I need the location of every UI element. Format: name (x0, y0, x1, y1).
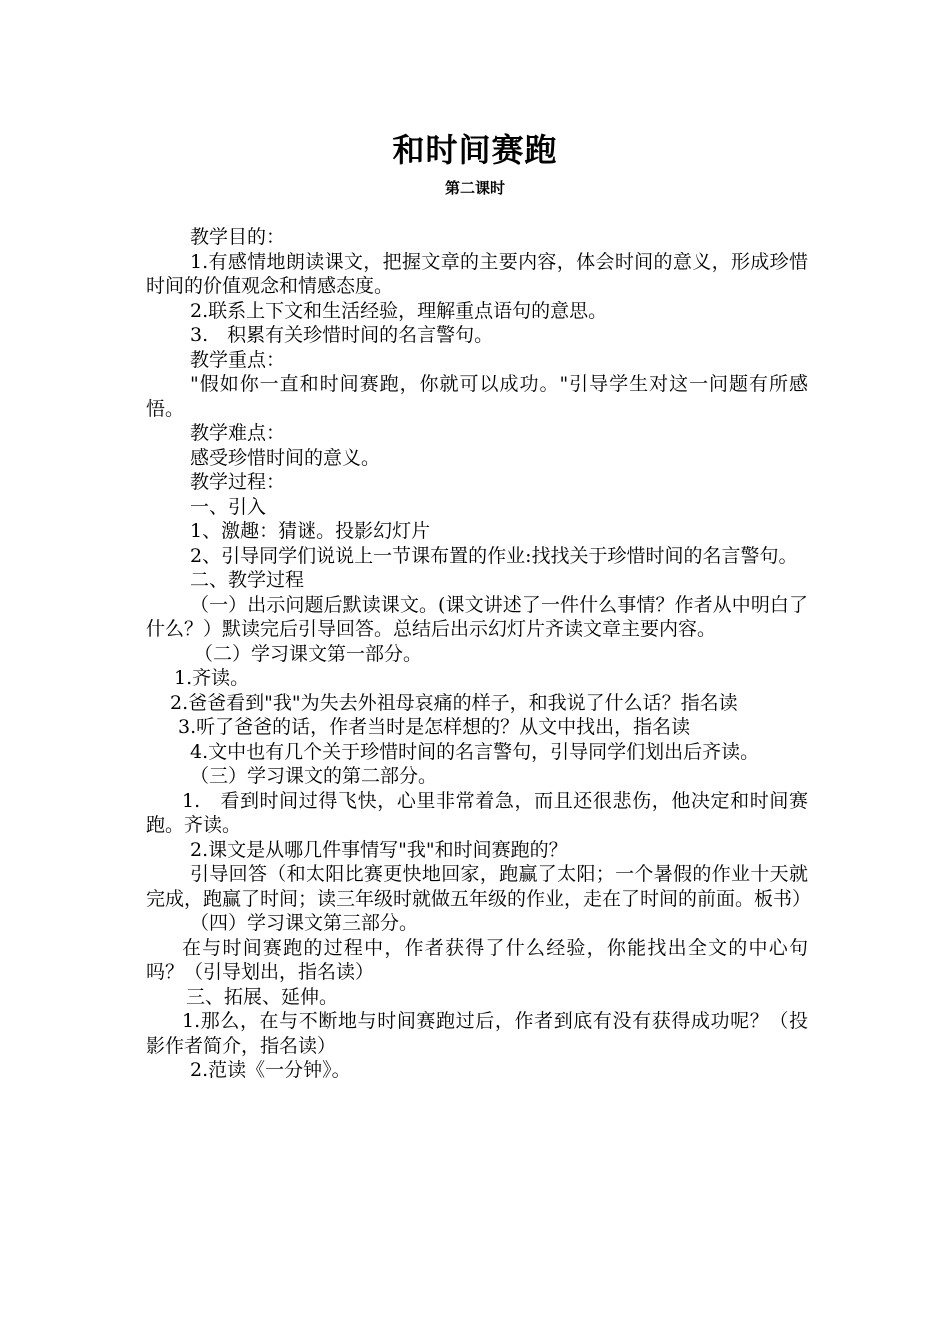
paragraph-part-2-heading: （二）学习课文第一部分。 (194, 642, 423, 665)
paragraph-objective-2: 2.联系上下文和生活经验，理解重点语句的意思。 (190, 299, 608, 322)
paragraph-difficulty: 感受珍惜时间的意义。 (190, 446, 381, 469)
paragraph-intro-1: 1、激趣：猜谜。投影幻灯片 (190, 520, 431, 542)
paragraph-part-2-item-1: 1.齐读。 (174, 667, 250, 689)
paragraph-objective-3: 3. 积累有关珍惜时间的名言警句。 (190, 324, 494, 346)
paragraph-difficulty-heading: 教学难点： (190, 422, 286, 444)
paragraph-section-intro: 一、引入 (190, 495, 267, 518)
document-subtitle: 第二课时 (444, 179, 505, 197)
paragraph-section-extension: 三、拓展、延伸。 (186, 985, 339, 1008)
paragraph-key-points: "假如你一直和时间赛跑，你就可以成功。"引导学生对这一问题有所感悟。 (146, 373, 808, 420)
paragraph-objectives-heading: 教学目的： (190, 226, 286, 248)
paragraph-process-heading: 教学过程： (190, 471, 286, 493)
paragraph-part-1: （一）出示问题后默读课文。(课文讲述了一件什么事情？作者从中明白了什么？）默读完后引导回答。总结后出示幻灯片齐读文章主要内容。 (146, 593, 808, 640)
paragraph-part-3-item-1: 1. 看到时间过得飞快，心里非常着急，而且还很悲伤，他决定和时间赛跑。齐读。 (146, 789, 808, 836)
paragraph-part-4-question: 在与时间赛跑的过程中，作者获得了什么经验，你能找出全文的中心句吗？（引导划出，指名读） (146, 936, 808, 983)
document-title: 和时间赛跑 (392, 131, 558, 169)
paragraph-part-3-item-2: 2.课文是从哪几件事情写"我"和时间赛跑的？ (190, 838, 568, 861)
paragraph-objective-1: 1.有感情地朗读课文，把握文章的主要内容，体会时间的意义，形成珍惜时间的价值观念和情感态度。 (146, 250, 808, 297)
paragraph-part-3-answer: 引导回答（和太阳比赛更快地回家，跑赢了太阳；一个暑假的作业十天就完成，跑赢了时间；读三年级时就做五年级的作业，走在了时间的前面。板书） (146, 863, 812, 910)
paragraph-key-points-heading: 教学重点： (190, 348, 286, 371)
paragraph-part-3-heading: （三）学习课文的第二部分。 (190, 765, 438, 787)
paragraph-extension-2: 2.范读《一分钟》。 (190, 1059, 351, 1081)
paragraph-section-process: 二、教学过程 (190, 569, 305, 591)
paragraph-extension-1: 1.那么，在与不断地与时间赛跑过后，作者到底有没有获得成功呢？（投影作者简介，指名读） (146, 1010, 808, 1057)
paragraph-intro-2: 2、引导同学们说说上一节课布置的作业:找找关于珍惜时间的名言警句。 (190, 544, 798, 567)
paragraph-part-4-heading: （四）学习课文第三部分。 (190, 912, 419, 934)
document-body (146, 225, 812, 1083)
paragraph-part-2-item-3: 3.听了爸爸的话，作者当时是怎样想的？从文中找出，指名读 (178, 716, 691, 738)
paragraph-part-2-item-4: 4.文中也有几个关于珍惜时间的名言警句，引导同学们划出后齐读。 (190, 740, 760, 763)
paragraph-part-2-item-2: 2.爸爸看到"我"为失去外祖母哀痛的样子，和我说了什么话？指名读 (170, 691, 738, 714)
